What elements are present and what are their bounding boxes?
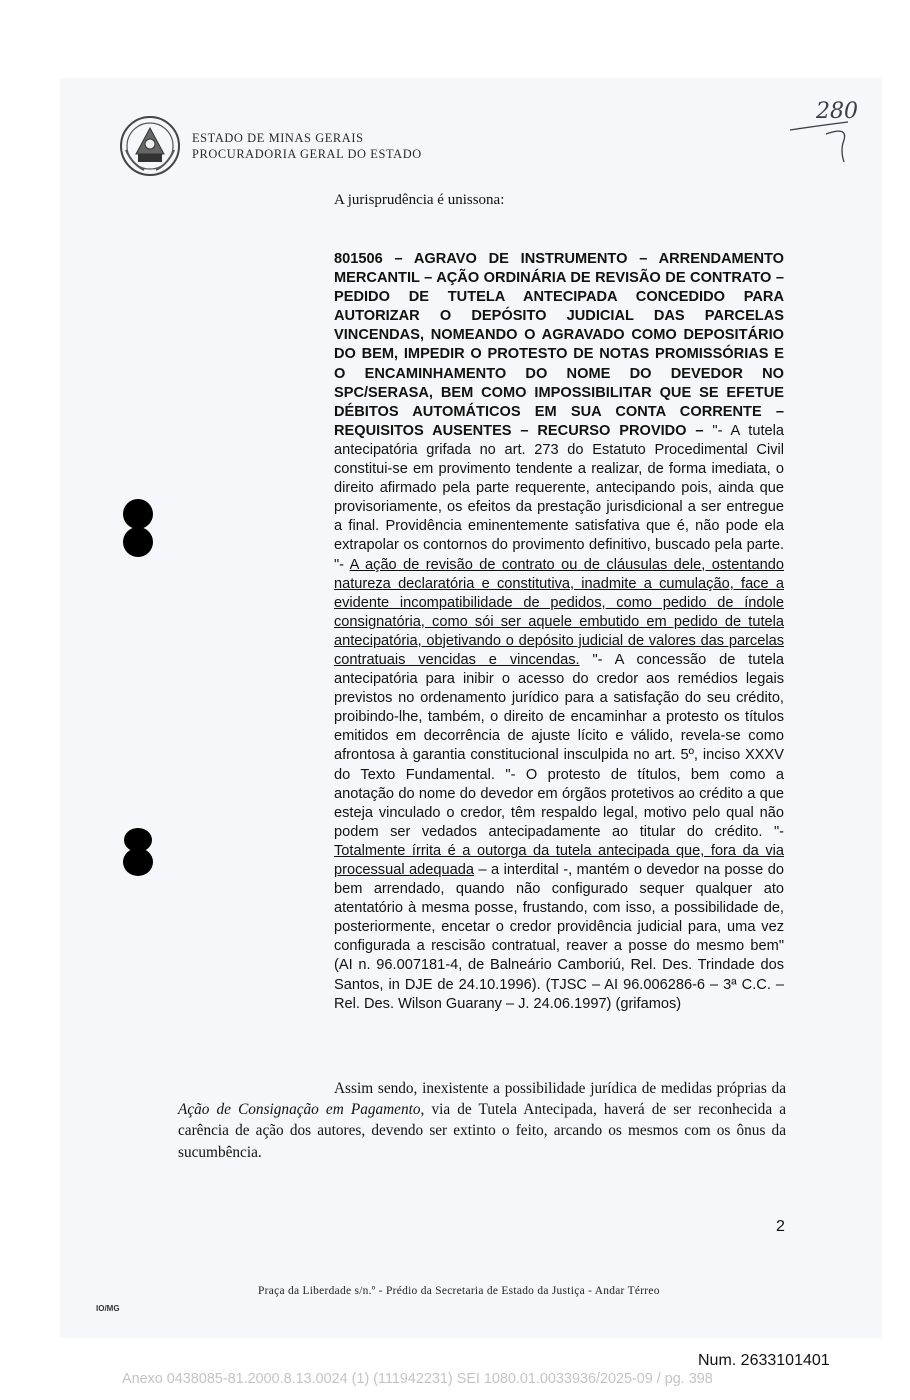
document-number: Num. 2633101401: [698, 1352, 830, 1369]
page-number: 2: [776, 1218, 785, 1235]
letterhead-office: PROCURADORIA GERAL DO ESTADO: [192, 147, 422, 161]
quote-underlined-2: Totalmente írrita é a outorga da tutela antecipada que, fora da via processual adequada: [334, 842, 784, 878]
letterhead: [192, 130, 422, 162]
quote-heading: 801506 – AGRAVO DE INSTRUMENTO – ARRENDAMENTO MERCANTIL – AÇÃO ORDINÁRIA DE REVISÃO DE CONTRATO – PEDIDO DE TUTELA ANTECIPADA CONCEDIDO PARA AUTORIZAR O DEPÓSITO JUDICIAL DAS PARCELAS VINCENDAS, NOMEANDO O AGRAVADO COMO DEPOSITÁRIO DO BEM, IMPEDIR O PROTESTO DE NOTAS PROMISSÓRIAS E O ENCAMINHAMENTO DO NOME DO DEVEDOR NO SPC/SERASA, BEM COMO IMPOSSIBILITAR QUE SE EFETUE DÉBITOS AUTOMÁTICOS EM SUA CONTA CORRENTE – REQUISITOS AUSENTES – RECURSO PROVIDO –: [334, 251, 784, 439]
annex-stamp: Anexo 0438085-81.2000.8.13.0024 (1) (111942231) SEI 1080.01.0033936/2025-09 / pg. 398: [122, 1371, 713, 1387]
handwritten-number-text: 280: [816, 99, 858, 124]
conclusion-part-2: , via de Tutela Antecipada, haverá de ser reconhecida a carência de ação dos autores, devendo ser extinto o feito, arcando os mesmos com os ônus da sucumbência.: [178, 1101, 786, 1161]
intro-text: A jurisprudência é unissona:: [334, 192, 505, 208]
conclusion-italic: Ação de Consignação em Pagamento: [178, 1101, 421, 1119]
quote-text-2: "- A concessão de tutela antecipatória para inibir o acesso do credor aos remédios legais previstos no ordenamento jurídico para a satisfação do seu crédito, proibindo-lhe, também, o direito de encaminhar a protesto os títulos emitidos em decorrência de ajuste lícito e válido, revela-se como afrontosa à garantia constitucional insculpida no art. 5º, inciso XXXV do Texto Fundamental. "- O protesto de títulos, bem como a anotação do nome do devedor em órgãos protetivos ao crédito a que esteja vinculado o credor, têm respaldo legal, motivo pelo qual não podem ser vedados antecipadamente ao titular do crédito. "-: [334, 651, 784, 840]
punch-holes-lower: [118, 826, 158, 878]
quote-underlined-1: A ação de revisão de contrato ou de cláusulas dele, ostentando natureza declaratória e constitutiva, inadmite a cumulação, face a evidente incompatibilidade de pedidos, como pedido de índole consignatória, como sói ser aquele embutido em pedido de tutela antecipatória, objetivando o depósito judicial de valores das parcelas contratuais vencidas e vincendas.: [334, 556, 784, 668]
quote-text-1: "- A tutela antecipatória grifada no art. 273 do Estatuto Procedimental Civil constitui-se em provimento tendente a realizar, de forma imediata, o direito afirmado pela parte requerente, antecipando pois, ainda que provisoriamente, os efeitos da prestação jurisdicional a ser entregue a final. Providência eminentemente satisfativa que é, não pode ela extrapolar os contornos do provimento definitivo, buscado pela parte. "-: [334, 422, 784, 573]
quote-text-3: – a interdital -, mantém o devedor na posse do bem arrendado, quando não configurado sequer qualquer ato atentatório à mesma posse, frustando, com isso, a possibilidade de, posteriormente, encetar o credor providência judicial para, uma vez configurada a rescisão contratual, reaver a posse do mesmo bem" (AI n. 96.007181-4, de Balneário Camboriú, Rel. Des. Trindade dos Santos, in DJE de 24.10.1996). (TJSC – AI 96.006286-6 – 3ª C.C. – Rel. Des. Wilson Guarany – J. 24.06.1997) (grifamos): [334, 862, 784, 1012]
handwritten-page-number: [786, 96, 866, 166]
state-seal-icon: [118, 114, 182, 178]
conclusion-part-1: Assim sendo, inexistente a possibilidade jurídica de medidas próprias da: [334, 1080, 786, 1097]
printer-mark: IO/MG: [96, 1304, 120, 1313]
jurisprudence-quote: [334, 250, 784, 1014]
conclusion-paragraph: [178, 1078, 786, 1163]
footer-address: Praça da Liberdade s/n.º - Prédio da Secretaria de Estado da Justiça - Andar Térreo: [258, 1285, 660, 1297]
letterhead-state: ESTADO DE MINAS GERAIS: [192, 131, 364, 145]
punch-holes-upper: [118, 498, 158, 560]
